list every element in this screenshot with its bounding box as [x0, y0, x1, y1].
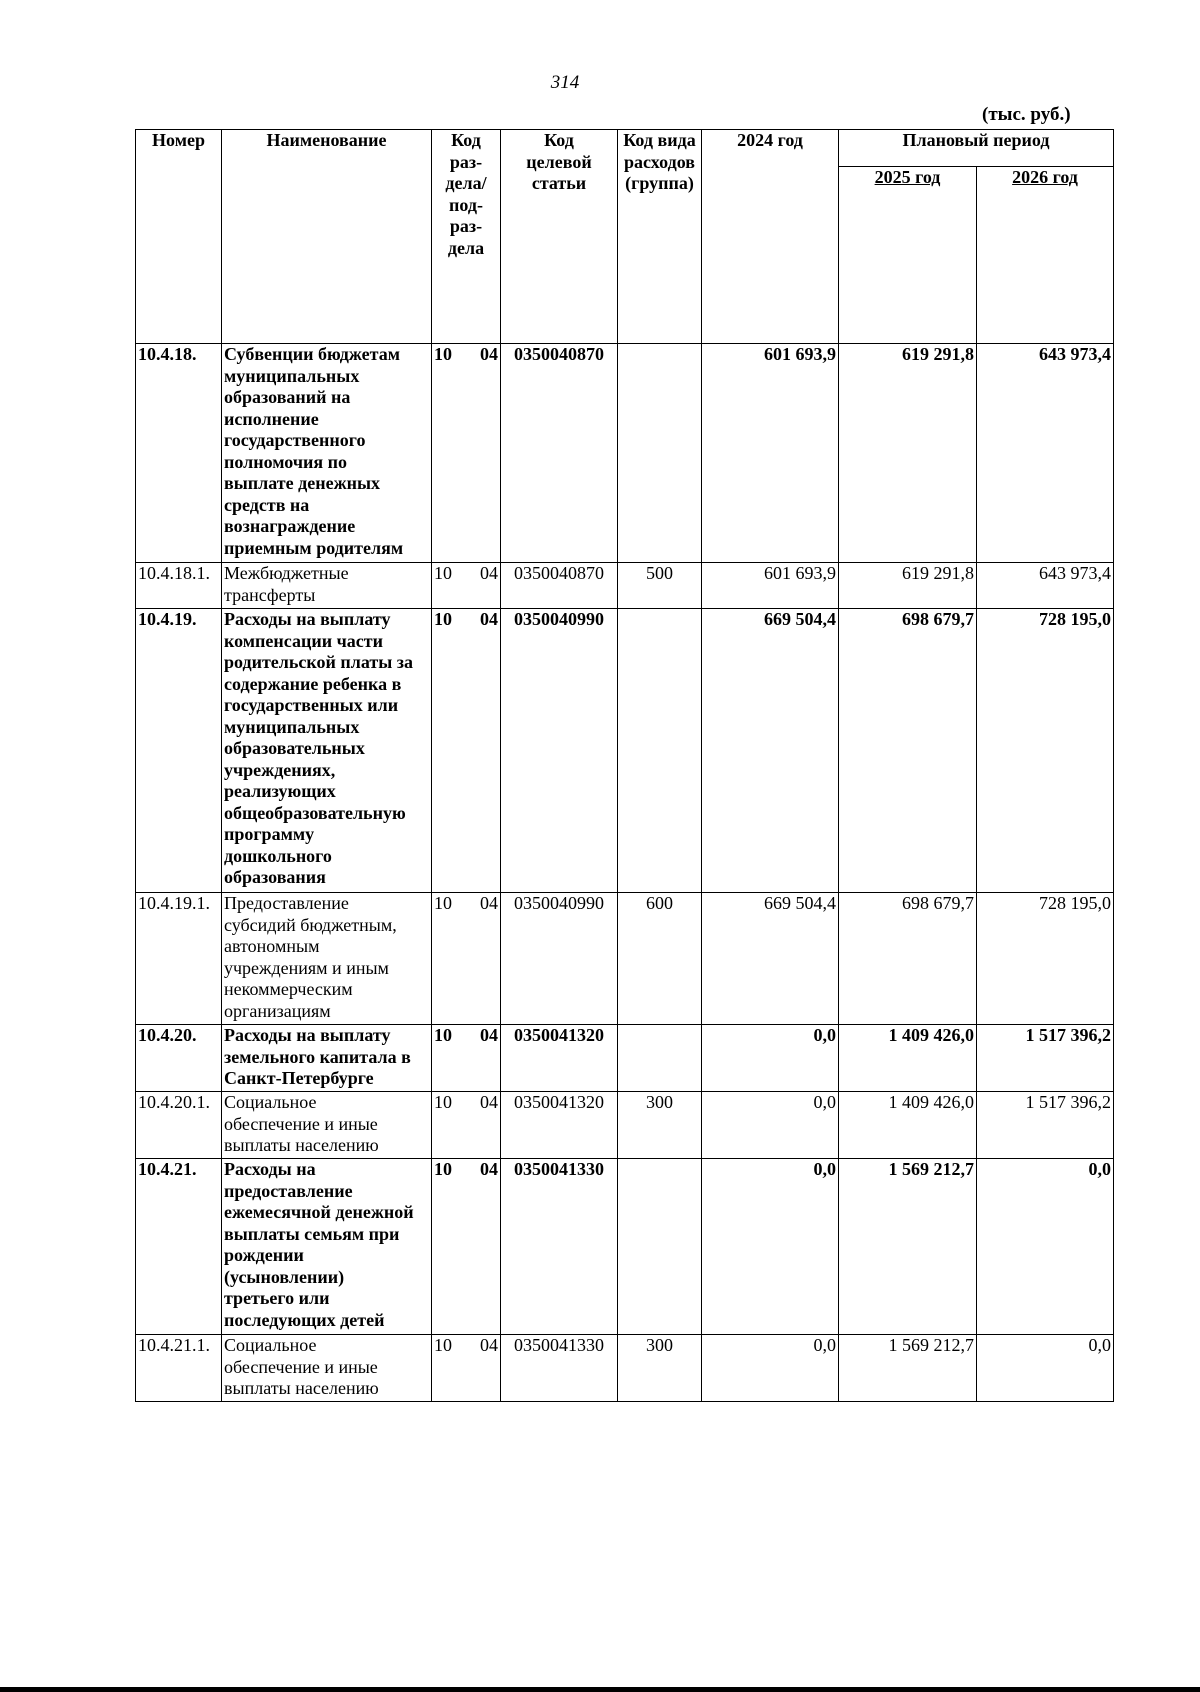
row-name — [222, 1092, 432, 1159]
header-2025: 2025 год — [839, 167, 977, 344]
header-2024: 2024 год — [702, 130, 839, 344]
row-name-line: (усыновлении) — [224, 1266, 345, 1287]
row-amount-2025: 698 679,7 — [839, 609, 977, 893]
row-name-line: субсидий бюджетным, — [224, 914, 397, 935]
row-name-line: обеспечение и иные — [224, 1113, 378, 1134]
section-code: 10 — [434, 344, 452, 364]
row-name — [222, 1159, 432, 1335]
row-target-code: 0350040990 — [501, 893, 618, 1025]
table-row — [136, 1159, 1114, 1335]
section-code: 10 — [434, 1092, 452, 1112]
row-expense-kind — [618, 344, 702, 563]
row-amount-2025: 1 409 426,0 — [839, 1025, 977, 1092]
row-amount-2026: 728 195,0 — [977, 609, 1114, 893]
header-2026: 2026 год — [977, 167, 1114, 344]
row-target-code: 0350041330 — [501, 1159, 618, 1335]
table-row — [136, 1025, 1114, 1092]
row-amount-2024: 601 693,9 — [702, 344, 839, 563]
row-section-code — [432, 1025, 501, 1092]
row-name-line: Социальное — [224, 1335, 317, 1355]
row-name-line: родительской платы за — [224, 652, 414, 672]
row-name-line: Расходы на выплату — [224, 1025, 391, 1045]
row-name — [222, 1025, 432, 1092]
scan-edge-divider — [0, 1687, 1200, 1692]
row-name-line: государственных или — [224, 695, 399, 715]
row-expense-kind: 300 — [618, 1092, 702, 1159]
table-body — [136, 344, 1114, 1402]
section-code: 10 — [434, 1159, 452, 1179]
row-section-code — [432, 893, 501, 1025]
subsection-code: 04 — [480, 1159, 498, 1179]
row-name-line: трансферты — [224, 584, 316, 605]
row-expense-kind: 500 — [618, 563, 702, 609]
row-amount-2024: 0,0 — [702, 1159, 839, 1335]
row-number: 10.4.18.1. — [136, 563, 222, 609]
row-name-line: полномочия по — [224, 451, 347, 472]
row-name — [222, 344, 432, 563]
section-code: 10 — [434, 1335, 452, 1355]
row-section-code — [432, 344, 501, 563]
row-number: 10.4.18. — [136, 344, 222, 563]
row-name-line: образования — [224, 867, 326, 887]
row-target-code: 0350041320 — [501, 1092, 618, 1159]
subsection-code: 04 — [480, 1025, 498, 1045]
row-amount-2025: 1 569 212,7 — [839, 1159, 977, 1335]
row-target-code: 0350040870 — [501, 563, 618, 609]
subsection-code: 04 — [480, 1335, 498, 1355]
row-amount-2024: 669 504,4 — [702, 893, 839, 1025]
header-section-code: Код раз- дела/ под- раз- дела — [432, 130, 501, 344]
row-name-line: вознаграждение — [224, 516, 356, 536]
subsection-code: 04 — [480, 344, 498, 364]
row-amount-2026: 643 973,4 — [977, 563, 1114, 609]
row-name-line: выплаты семьям при — [224, 1223, 400, 1244]
row-amount-2025: 698 679,7 — [839, 893, 977, 1025]
row-name-line: последующих детей — [224, 1309, 385, 1330]
row-number: 10.4.20.1. — [136, 1092, 222, 1159]
row-number: 10.4.19.1. — [136, 893, 222, 1025]
table-row — [136, 563, 1114, 609]
section-code: 10 — [434, 893, 452, 913]
row-name-line: образований на — [224, 387, 351, 407]
row-number: 10.4.19. — [136, 609, 222, 893]
row-expense-kind — [618, 1159, 702, 1335]
row-amount-2025: 1 409 426,0 — [839, 1092, 977, 1159]
header-number: Номер — [136, 130, 222, 344]
row-name-line: организациям — [224, 1000, 331, 1021]
row-name-line: программу — [224, 824, 315, 844]
row-name-line: выплате денежных — [224, 473, 381, 493]
header-planned-period: Плановый период — [839, 130, 1114, 167]
row-name-line: муниципальных — [224, 365, 360, 386]
table-header — [136, 130, 1114, 344]
row-section-code — [432, 609, 501, 893]
row-amount-2026: 643 973,4 — [977, 344, 1114, 563]
table-row — [136, 893, 1114, 1025]
row-expense-kind: 300 — [618, 1335, 702, 1402]
row-name-line: содержание ребенка в — [224, 673, 402, 694]
header-target-code: Код целевой статьи — [501, 130, 618, 344]
row-target-code: 0350041330 — [501, 1335, 618, 1402]
row-name-line: дошкольного — [224, 845, 332, 866]
row-number: 10.4.21.1. — [136, 1335, 222, 1402]
row-name-line: Расходы на выплату — [224, 609, 391, 629]
row-name-line: учреждениях, — [224, 759, 336, 780]
row-amount-2026: 1 517 396,2 — [977, 1092, 1114, 1159]
row-name-line: Субвенции бюджетам — [224, 344, 400, 364]
section-code: 10 — [434, 563, 452, 583]
page-number: 314 — [550, 72, 580, 93]
row-name-line: Расходы на — [224, 1159, 316, 1179]
header-name: Наименование — [222, 130, 432, 344]
row-amount-2026: 0,0 — [977, 1159, 1114, 1335]
units-label: (тыс. руб.) — [982, 104, 1071, 125]
row-name-line: исполнение — [224, 408, 319, 429]
row-name-line: обеспечение и иные — [224, 1356, 378, 1377]
row-amount-2026: 1 517 396,2 — [977, 1025, 1114, 1092]
section-code: 10 — [434, 1025, 452, 1045]
row-name-line: рождении — [224, 1245, 304, 1265]
row-number: 10.4.20. — [136, 1025, 222, 1092]
row-section-code — [432, 1159, 501, 1335]
budget-table — [135, 129, 1114, 1402]
row-name-line: образовательных — [224, 738, 365, 758]
row-name-line: выплаты населению — [224, 1135, 379, 1155]
row-number: 10.4.21. — [136, 1159, 222, 1335]
row-name-line: общеобразовательную — [224, 802, 406, 823]
row-name-line: учреждениям и иным — [224, 957, 389, 978]
row-name-line: Санкт-Петербурге — [224, 1068, 374, 1088]
subsection-code: 04 — [480, 563, 498, 583]
row-name-line: средств на — [224, 494, 310, 515]
row-amount-2025: 619 291,8 — [839, 563, 977, 609]
row-expense-kind — [618, 609, 702, 893]
row-name-line: государственного — [224, 430, 366, 450]
row-name-line: Социальное — [224, 1092, 317, 1112]
row-name — [222, 609, 432, 893]
subsection-code: 04 — [480, 609, 498, 629]
row-amount-2024: 0,0 — [702, 1335, 839, 1402]
row-name-line: некоммерческим — [224, 979, 353, 999]
row-name-line: автономным — [224, 936, 320, 956]
header-expense-kind: Код вида расходов (группа) — [618, 130, 702, 344]
row-target-code: 0350040870 — [501, 344, 618, 563]
row-name-line: муниципальных — [224, 716, 360, 737]
row-target-code: 0350040990 — [501, 609, 618, 893]
row-amount-2025: 1 569 212,7 — [839, 1335, 977, 1402]
row-name-line: реализующих — [224, 781, 336, 801]
row-name-line: выплаты населению — [224, 1378, 379, 1398]
row-section-code — [432, 1335, 501, 1402]
row-name — [222, 563, 432, 609]
row-amount-2024: 0,0 — [702, 1092, 839, 1159]
row-name — [222, 1335, 432, 1402]
subsection-code: 04 — [480, 1092, 498, 1112]
row-name-line: Межбюджетные — [224, 563, 349, 583]
row-amount-2024: 669 504,4 — [702, 609, 839, 893]
table-row — [136, 1335, 1114, 1402]
row-name-line: земельного капитала в — [224, 1046, 411, 1067]
row-amount-2026: 728 195,0 — [977, 893, 1114, 1025]
row-section-code — [432, 1092, 501, 1159]
subsection-code: 04 — [480, 893, 498, 913]
section-code: 10 — [434, 609, 452, 629]
table-row — [136, 1092, 1114, 1159]
row-name-line: ежемесячной денежной — [224, 1202, 414, 1222]
row-name-line: приемным родителям — [224, 537, 404, 558]
table-row — [136, 344, 1114, 563]
row-amount-2024: 601 693,9 — [702, 563, 839, 609]
row-expense-kind — [618, 1025, 702, 1092]
row-expense-kind: 600 — [618, 893, 702, 1025]
table-row — [136, 609, 1114, 893]
row-target-code: 0350041320 — [501, 1025, 618, 1092]
row-name — [222, 893, 432, 1025]
row-amount-2024: 0,0 — [702, 1025, 839, 1092]
row-amount-2025: 619 291,8 — [839, 344, 977, 563]
row-name-line: третьего или — [224, 1288, 330, 1308]
row-name-line: предоставление — [224, 1180, 353, 1201]
row-name-line: Предоставление — [224, 893, 349, 913]
row-section-code — [432, 563, 501, 609]
row-amount-2026: 0,0 — [977, 1335, 1114, 1402]
row-name-line: компенсации части — [224, 630, 383, 651]
